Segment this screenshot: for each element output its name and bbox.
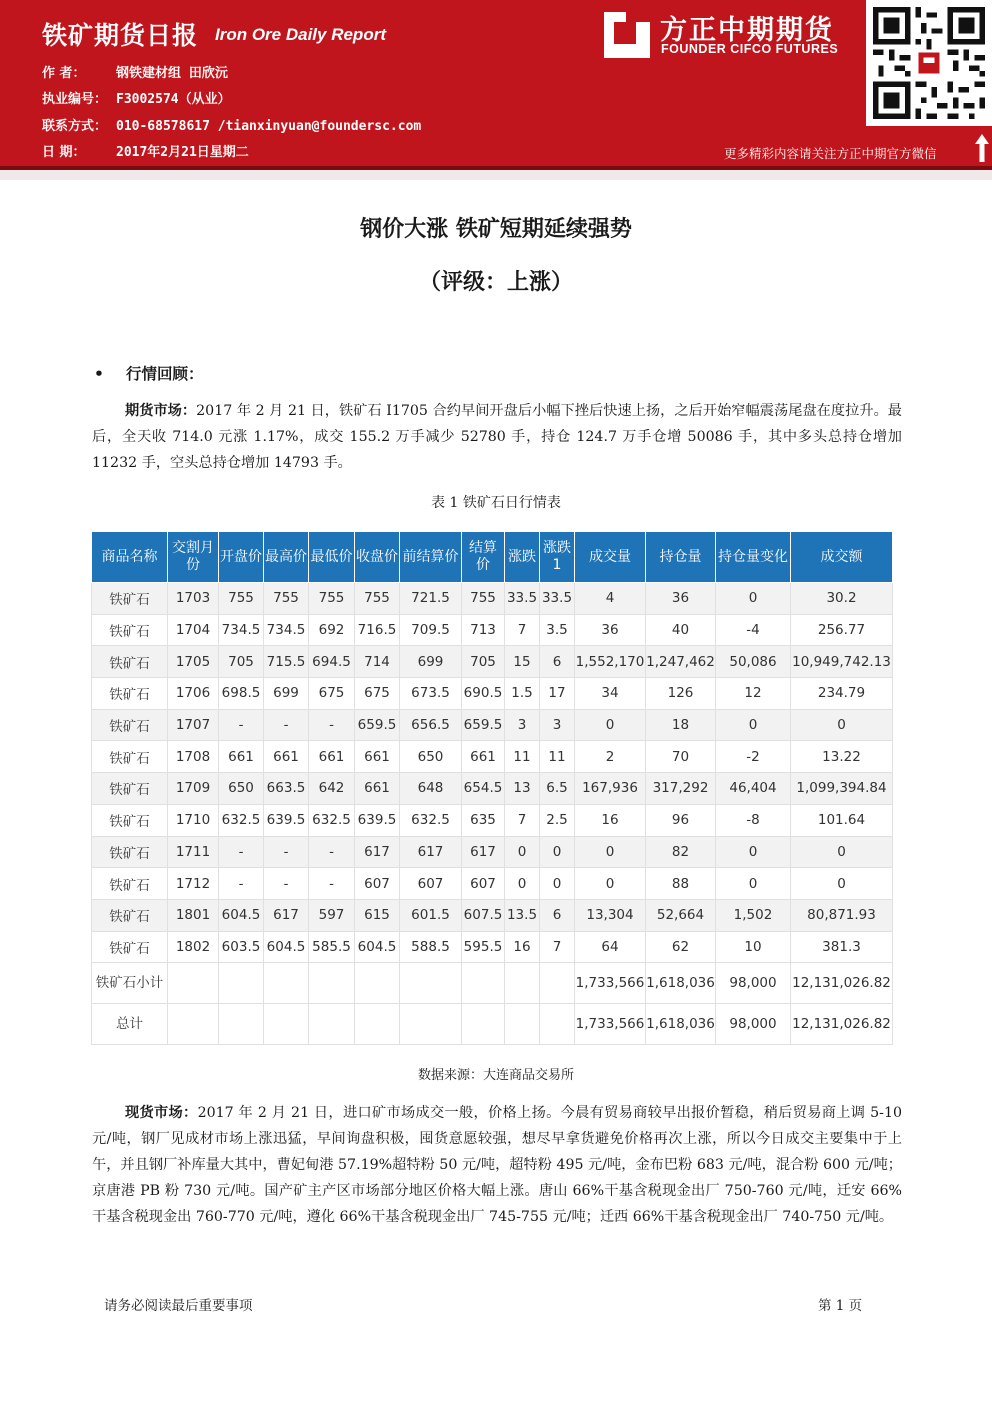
table-cell: 1708 [168,741,219,773]
table-cell: 0 [791,836,893,868]
table-cell: -8 [716,804,791,836]
table-row [92,583,893,615]
table-cell: 6 [540,899,575,931]
meta-label: 日 期： [42,145,86,160]
total-row [92,963,893,1004]
table-cell: - [219,709,264,741]
table-cell: 673.5 [400,678,462,710]
table-cell: 0 [791,709,893,741]
table-cell: 1802 [168,931,219,963]
table-cell: 0 [716,868,791,900]
table-cell: 36 [646,583,716,615]
table-cell: 650 [400,741,462,773]
column-header: 最低价 [309,532,355,583]
table-cell: 1710 [168,804,219,836]
table-cell: 648 [400,773,462,805]
table-cell: 铁矿石 [92,614,168,646]
table-cell: 6.5 [540,773,575,805]
table-cell: 617 [400,836,462,868]
column-header: 持仓量变化 [716,532,791,583]
table-cell: 654.5 [462,773,505,805]
table-cell: 597 [309,899,355,931]
table-cell: 716.5 [355,614,400,646]
table-cell: 2 [575,741,646,773]
table-cell: 714 [355,646,400,678]
table-cell: 7 [505,804,540,836]
table-cell: 604.5 [219,899,264,931]
column-header: 涨跌 [505,532,540,583]
qr-code-graphic [873,7,985,119]
table-cell: 1,502 [716,899,791,931]
table-cell [540,1004,575,1045]
table-cell: 595.5 [462,931,505,963]
meta-contact [42,115,421,134]
table-cell: 7 [540,931,575,963]
table-cell: 698.5 [219,678,264,710]
table-cell: 585.5 [309,931,355,963]
table-cell: 675 [355,678,400,710]
table-cell: 0 [540,836,575,868]
table-cell: 1,618,036 [646,963,716,1004]
table-row [92,646,893,678]
table-cell [168,1004,219,1045]
table-cell: 铁矿石 [92,583,168,615]
founder-logo [604,8,864,60]
footer-notice: 请务必阅读最后重要事项 [104,1298,253,1314]
table-cell: 80,871.93 [791,899,893,931]
table-cell: 604.5 [264,931,309,963]
table-row [92,931,893,963]
table-cell: 13 [505,773,540,805]
table-cell: 33.5 [505,583,540,615]
table-cell: 13.22 [791,741,893,773]
table-cell: 632.5 [400,804,462,836]
table-cell [400,963,462,1004]
table-cell [219,963,264,1004]
table-cell: 755 [462,583,505,615]
logo-mark-icon [604,12,650,58]
table-cell: 3 [505,709,540,741]
table-cell: 33.5 [540,583,575,615]
table-cell: 7 [505,614,540,646]
table-cell: 1,247,462 [646,646,716,678]
table-cell: 1,618,036 [646,1004,716,1045]
table-cell: 40 [646,614,716,646]
table-cell: 0 [716,709,791,741]
table-cell: 755 [309,583,355,615]
table-cell: 617 [264,899,309,931]
table-cell: 705 [462,646,505,678]
table-row [92,836,893,868]
table-cell: 1,552,170 [575,646,646,678]
total-label: 铁矿石小计 [92,963,168,1004]
table-cell: 2.5 [540,804,575,836]
table-row [92,678,893,710]
table-cell: 734.5 [219,614,264,646]
table-cell: 607 [400,868,462,900]
table-cell: 10,949,742.13 [791,646,893,678]
table-cell: 96 [646,804,716,836]
table-cell: - [219,868,264,900]
table-cell: 0 [575,868,646,900]
table-cell: 15 [505,646,540,678]
table-cell: 317,292 [646,773,716,805]
table-cell: 694.5 [309,646,355,678]
column-header: 商品名称 [92,532,168,583]
table-cell: - [309,836,355,868]
futures-text: 2017 年 2 月 21 日，铁矿石 I1705 合约早间开盘后小幅下挫后快速上扬，之后开始窄幅震荡尾盘在度拉升。最后，全天收 714.0 元涨 1.17%，成交 155.2 万手减少 52780 手，持仓 124.7 万手仓增 50086 手，其中多头总持仓增加 11232 手，空头总持仓增加 14793 手。 [92,403,902,471]
table-cell [400,1004,462,1045]
column-header: 持仓量 [646,532,716,583]
futures-label: 期货市场： [125,403,197,419]
table-cell: 0 [716,583,791,615]
table-cell: 715.5 [264,646,309,678]
table-cell: 3.5 [540,614,575,646]
table-cell: 755 [219,583,264,615]
table-cell: - [309,709,355,741]
column-header: 最高价 [264,532,309,583]
table-cell: 607.5 [462,899,505,931]
table-cell: 1707 [168,709,219,741]
table-cell: 1,099,394.84 [791,773,893,805]
table-cell: 690.5 [462,678,505,710]
table-cell: 692 [309,614,355,646]
table-header-row [92,532,893,583]
table-cell: 1.5 [505,678,540,710]
table-cell: 6 [540,646,575,678]
table-cell: 734.5 [264,614,309,646]
table-cell: 705 [219,646,264,678]
table-cell: 0 [575,709,646,741]
table-cell: 755 [355,583,400,615]
column-header: 前结算价 [400,532,462,583]
table-cell: 50,086 [716,646,791,678]
table-cell: 1,733,566 [575,1004,646,1045]
table-cell: 0 [505,868,540,900]
table-cell: 1703 [168,583,219,615]
table-cell: 0 [540,868,575,900]
table-cell: 659.5 [355,709,400,741]
qr-code-icon [866,0,992,126]
table-cell [505,1004,540,1045]
table-cell: -4 [716,614,791,646]
table-cell: 1711 [168,836,219,868]
table-cell: 16 [575,804,646,836]
table-footer [92,963,893,1045]
table-cell: 17 [540,678,575,710]
table-row [92,709,893,741]
table-cell: 16 [505,931,540,963]
table-cell: 0 [791,868,893,900]
table-cell: 659.5 [462,709,505,741]
table-cell: 4 [575,583,646,615]
table-cell: 632.5 [309,804,355,836]
table-cell: 64 [575,931,646,963]
table-cell [355,1004,400,1045]
table-cell: 167,936 [575,773,646,805]
table-cell: 650 [219,773,264,805]
column-header: 成交额 [791,532,893,583]
section-heading [94,362,204,384]
table-row [92,741,893,773]
meta-value: 010-68578617 /tianxinyuan@foundersc.com [116,119,422,134]
table-cell: 铁矿石 [92,773,168,805]
meta-author [42,62,228,81]
table-cell [462,963,505,1004]
table-cell: 639.5 [264,804,309,836]
table-cell [505,963,540,1004]
table-cell [168,963,219,1004]
table-cell: 661 [355,741,400,773]
meta-value: F3002574（从业） [116,92,231,107]
table-cell: 588.5 [400,931,462,963]
table-cell: 635 [462,804,505,836]
table-cell: 101.64 [791,804,893,836]
section-title: 行情回顾： [126,365,204,383]
table-body [92,583,893,963]
column-header: 交割月份 [168,532,219,583]
table-cell: 1705 [168,646,219,678]
table-cell: 62 [646,931,716,963]
table-row [92,804,893,836]
table-cell: 1706 [168,678,219,710]
logo-english-name: FOUNDER CIFCO FUTURES [661,42,839,56]
meta-date [42,141,249,160]
table-cell: 709.5 [400,614,462,646]
table-cell: 46,404 [716,773,791,805]
table-cell: 0 [575,836,646,868]
table-cell: 615 [355,899,400,931]
page-number: 第 1 页 [818,1298,863,1314]
column-header: 开盘价 [219,532,264,583]
table-cell: 铁矿石 [92,646,168,678]
table-row [92,899,893,931]
table-row [92,773,893,805]
table-cell: 713 [462,614,505,646]
meta-license [42,88,231,107]
table-cell: 721.5 [400,583,462,615]
logo-chinese-name: 方正中期期货 [660,15,834,46]
table-cell: 12,131,026.82 [791,1004,893,1045]
table-cell: 234.79 [791,678,893,710]
table-cell: 98,000 [716,963,791,1004]
table-cell: 10 [716,931,791,963]
table-cell: 642 [309,773,355,805]
table-cell: 1,733,566 [575,963,646,1004]
table-cell: 30.2 [791,583,893,615]
table-cell [264,963,309,1004]
table-cell: 1712 [168,868,219,900]
table-cell: 617 [462,836,505,868]
table-cell: 661 [219,741,264,773]
spot-text: 2017 年 2 月 21 日，进口矿市场成交一般，价格上扬。今晨有贸易商较早出报价暂稳，稍后贸易商上调 5-10 元/吨，钢厂见成材市场上涨迅猛，早间询盘积极，囤货意愿较强，想尽早拿货避免价格再次上涨，所以今日成交主要集中于上午，并且钢厂补库量大其中，曹妃甸港 57.19%超特粉 50 元/吨，超特粉 495 元/吨，金布巴粉 683 元/吨，混合粉 600 元/吨；京唐港 PB 粉 730 元/吨。国产矿主产区市场部分地区价格大幅上涨。唐山 66%干基含税现金出厂 750-760 元/吨，迁安 66%干基含税现金出 760-770 元/吨，遵化 66%干基含税现金出厂 745-755 元/吨；迁西 66%干基含税现金出厂 740-750 元/吨。 [92,1105,902,1225]
table-cell: 381.3 [791,931,893,963]
table-cell: 98,000 [716,1004,791,1045]
table-cell: 607 [462,868,505,900]
meta-label: 执业编号： [42,92,108,107]
table-cell: 661 [462,741,505,773]
table-cell [309,1004,355,1045]
table-cell: 铁矿石 [92,678,168,710]
table-cell: 656.5 [400,709,462,741]
spot-paragraph [92,1100,902,1230]
meta-value: 2017年2月21日星期二 [116,145,249,160]
total-row [92,1004,893,1045]
table-cell: 13,304 [575,899,646,931]
futures-paragraph [92,398,902,476]
table-row [92,614,893,646]
data-source: 数据来源：大连商品交易所 [417,1068,574,1083]
table-cell: 34 [575,678,646,710]
table-cell: - [264,868,309,900]
rating: （评级：上涨） [418,270,573,295]
table-cell: 铁矿石 [92,899,168,931]
table-cell: 755 [264,583,309,615]
table-cell: 601.5 [400,899,462,931]
table-cell: 699 [400,646,462,678]
table-row [92,868,893,900]
table-cell: 70 [646,741,716,773]
column-header: 收盘价 [355,532,400,583]
table-cell: 256.77 [791,614,893,646]
table-cell: 0 [505,836,540,868]
table-cell: 661 [309,741,355,773]
table-cell: 699 [264,678,309,710]
spot-label: 现货市场： [125,1105,198,1121]
table-cell: 1801 [168,899,219,931]
table-cell: 603.5 [219,931,264,963]
table-cell: 126 [646,678,716,710]
table-cell: 12,131,026.82 [791,963,893,1004]
table-cell: 铁矿石 [92,804,168,836]
table-cell [309,963,355,1004]
table-cell: - [219,836,264,868]
table-cell: 0 [716,836,791,868]
table-cell: 1709 [168,773,219,805]
table-cell: - [309,868,355,900]
headline: 钢价大涨 铁矿短期延续强势 [360,217,632,242]
iron-ore-daily-table [91,531,893,1045]
table-cell: 11 [540,741,575,773]
bullet-icon: • [94,365,104,383]
table-cell: 607 [355,868,400,900]
table-cell: 铁矿石 [92,741,168,773]
table-cell: 661 [355,773,400,805]
table-cell [462,1004,505,1045]
table-cell: -2 [716,741,791,773]
table-cell: 632.5 [219,804,264,836]
follow-wechat-note: 更多精彩内容请关注方正中期官方微信 [724,146,937,161]
up-arrow-icon [975,134,989,162]
table-cell: 铁矿石 [92,931,168,963]
total-label: 总计 [92,1004,168,1045]
table-cell: 36 [575,614,646,646]
table-cell: 617 [355,836,400,868]
table-cell: 604.5 [355,931,400,963]
table-cell: 663.5 [264,773,309,805]
table-cell: 675 [309,678,355,710]
table-cell: 88 [646,868,716,900]
table-cell: 639.5 [355,804,400,836]
table-cell: 52,664 [646,899,716,931]
header-divider [0,166,992,180]
report-header [0,0,992,166]
meta-label: 联系方式： [42,119,108,134]
table-cell: - [264,709,309,741]
table-cell: 12 [716,678,791,710]
table-cell: 铁矿石 [92,709,168,741]
table-cell [219,1004,264,1045]
table-cell: 1704 [168,614,219,646]
column-header: 涨跌1 [540,532,575,583]
report-title: 铁矿期货日报 [42,21,199,50]
table-cell: 铁矿石 [92,868,168,900]
table-cell: 铁矿石 [92,836,168,868]
table-cell [355,963,400,1004]
table-cell: 18 [646,709,716,741]
table-cell: 661 [264,741,309,773]
table-caption: 表 1 铁矿石日行情表 [431,495,561,511]
meta-value: 钢铁建材组 田欣沅 [116,66,228,81]
column-header: 结算价 [462,532,505,583]
table-cell: 13.5 [505,899,540,931]
table-cell: 82 [646,836,716,868]
table-cell: 3 [540,709,575,741]
table-cell [540,963,575,1004]
table-cell [264,1004,309,1045]
table-cell: - [264,836,309,868]
column-header: 成交量 [575,532,646,583]
table-cell: 11 [505,741,540,773]
report-subtitle: Iron Ore Daily Report [215,25,386,44]
meta-label: 作 者： [42,66,86,81]
